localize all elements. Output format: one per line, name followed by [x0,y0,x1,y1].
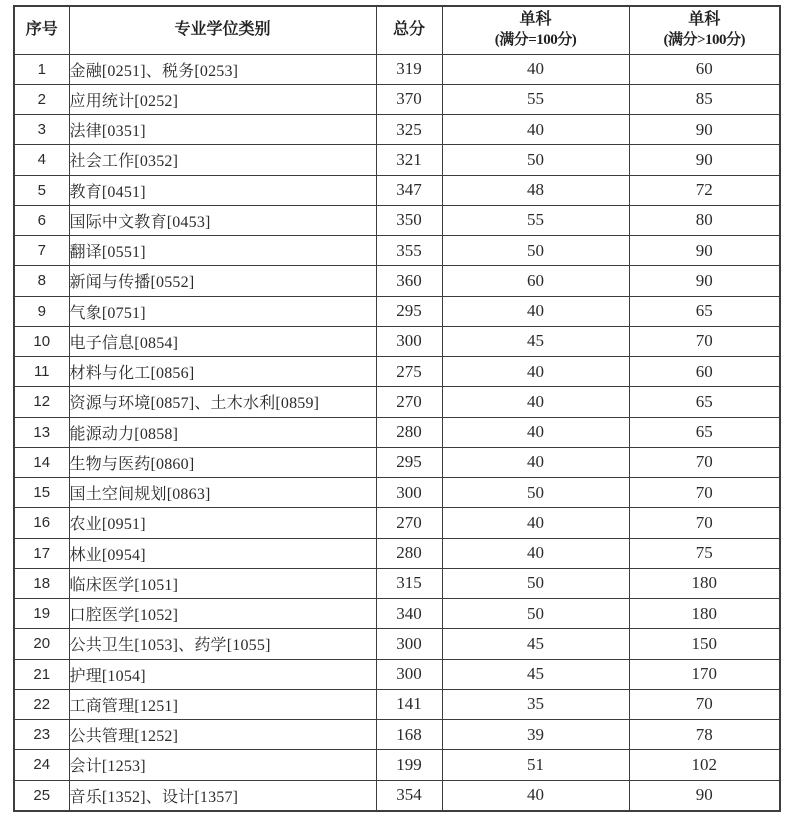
header-total-score: 总分 [376,6,442,54]
cell-total-score: 355 [376,236,442,266]
cell-single-subject-gt100: 65 [629,387,780,417]
cell-total-score: 354 [376,780,442,811]
table-row [14,720,780,750]
table-row [14,145,780,175]
cell-single-subject-eq100: 50 [442,236,629,266]
cell-single-subject-gt100: 78 [629,720,780,750]
cell-total-score: 370 [376,84,442,114]
table-row [14,236,780,266]
cell-seq: 2 [14,84,69,114]
cell-total-score: 319 [376,54,442,84]
table-header [14,6,780,54]
cell-single-subject-eq100: 45 [442,629,629,659]
table-row [14,417,780,447]
table-row [14,387,780,417]
cell-seq: 18 [14,568,69,598]
cell-seq: 14 [14,447,69,477]
cell-seq: 8 [14,266,69,296]
table-row [14,205,780,235]
cell-single-subject-eq100: 40 [442,508,629,538]
cell-total-score: 199 [376,750,442,780]
table-row [14,266,780,296]
cell-category: 临床医学[1051] [69,568,376,598]
cell-single-subject-gt100: 70 [629,478,780,508]
cell-single-subject-eq100: 51 [442,750,629,780]
cell-seq: 24 [14,750,69,780]
cell-seq: 22 [14,689,69,719]
cell-seq: 15 [14,478,69,508]
cell-single-subject-gt100: 80 [629,205,780,235]
cell-single-subject-gt100: 70 [629,326,780,356]
header-single-subject-eq100 [442,6,629,54]
cell-total-score: 347 [376,175,442,205]
cell-single-subject-eq100: 40 [442,115,629,145]
cell-single-subject-gt100: 90 [629,115,780,145]
cell-seq: 5 [14,175,69,205]
header-single-subject-gt100-title: 单科 [688,11,721,29]
cell-total-score: 350 [376,205,442,235]
cell-category: 公共管理[1252] [69,720,376,750]
table-row [14,54,780,84]
cell-category: 护理[1054] [69,659,376,689]
cell-total-score: 168 [376,720,442,750]
table-row [14,599,780,629]
table-row [14,659,780,689]
cell-category: 工商管理[1251] [69,689,376,719]
cell-seq: 13 [14,417,69,447]
table-row [14,447,780,477]
cell-seq: 11 [14,357,69,387]
cell-single-subject-gt100: 90 [629,145,780,175]
cell-single-subject-eq100: 50 [442,145,629,175]
cell-seq: 10 [14,326,69,356]
table-row [14,326,780,356]
cell-single-subject-eq100: 45 [442,659,629,689]
header-single-subject-gt100-subtitle: (满分>100分) [663,32,746,49]
cell-single-subject-eq100: 60 [442,266,629,296]
cell-total-score: 315 [376,568,442,598]
cell-seq: 21 [14,659,69,689]
cell-single-subject-eq100: 40 [442,417,629,447]
cell-single-subject-eq100: 50 [442,568,629,598]
cell-single-subject-gt100: 170 [629,659,780,689]
cell-total-score: 295 [376,447,442,477]
cell-single-subject-gt100: 150 [629,629,780,659]
cell-seq: 19 [14,599,69,629]
score-table [13,5,781,812]
cell-category: 国土空间规划[0863] [69,478,376,508]
table-row [14,629,780,659]
cell-total-score: 270 [376,387,442,417]
cell-total-score: 340 [376,599,442,629]
table-body [14,54,780,811]
cell-category: 材料与化工[0856] [69,357,376,387]
cell-single-subject-eq100: 40 [442,447,629,477]
table-row [14,296,780,326]
cell-single-subject-gt100: 90 [629,236,780,266]
cell-seq: 7 [14,236,69,266]
cell-category: 气象[0751] [69,296,376,326]
cell-single-subject-gt100: 72 [629,175,780,205]
cell-single-subject-gt100: 90 [629,780,780,811]
cell-single-subject-eq100: 45 [442,326,629,356]
cell-category: 资源与环境[0857]、土木水利[0859] [69,387,376,417]
table-row [14,508,780,538]
cell-single-subject-gt100: 70 [629,508,780,538]
cell-category: 教育[0451] [69,175,376,205]
cell-category: 公共卫生[1053]、药学[1055] [69,629,376,659]
cell-category: 金融[0251]、税务[0253] [69,54,376,84]
cell-single-subject-gt100: 60 [629,357,780,387]
cell-single-subject-eq100: 40 [442,54,629,84]
cell-single-subject-gt100: 180 [629,568,780,598]
cell-seq: 12 [14,387,69,417]
cell-category: 口腔医学[1052] [69,599,376,629]
cell-single-subject-eq100: 39 [442,720,629,750]
cell-single-subject-gt100: 85 [629,84,780,114]
cell-total-score: 300 [376,478,442,508]
cell-category: 会计[1253] [69,750,376,780]
cell-single-subject-gt100: 60 [629,54,780,84]
cell-single-subject-eq100: 50 [442,599,629,629]
cell-single-subject-gt100: 180 [629,599,780,629]
score-table-container [13,5,781,812]
cell-category: 法律[0351] [69,115,376,145]
cell-seq: 1 [14,54,69,84]
cell-total-score: 270 [376,508,442,538]
header-single-subject-eq100-subtitle: (满分=100分) [494,32,577,49]
cell-seq: 9 [14,296,69,326]
cell-total-score: 275 [376,357,442,387]
header-seq: 序号 [14,6,69,54]
cell-category: 能源动力[0858] [69,417,376,447]
table-row [14,780,780,811]
cell-category: 国际中文教育[0453] [69,205,376,235]
cell-total-score: 300 [376,629,442,659]
cell-seq: 16 [14,508,69,538]
table-row [14,568,780,598]
cell-category: 音乐[1352]、设计[1357] [69,780,376,811]
cell-single-subject-gt100: 70 [629,689,780,719]
cell-total-score: 295 [376,296,442,326]
cell-seq: 4 [14,145,69,175]
cell-single-subject-eq100: 40 [442,387,629,417]
cell-seq: 6 [14,205,69,235]
cell-total-score: 300 [376,659,442,689]
cell-seq: 23 [14,720,69,750]
cell-seq: 25 [14,780,69,811]
cell-single-subject-gt100: 70 [629,447,780,477]
table-row [14,478,780,508]
cell-category: 新闻与传播[0552] [69,266,376,296]
cell-category: 农业[0951] [69,508,376,538]
table-row [14,357,780,387]
cell-category: 翻译[0551] [69,236,376,266]
cell-single-subject-eq100: 40 [442,357,629,387]
cell-single-subject-gt100: 65 [629,417,780,447]
table-row [14,175,780,205]
cell-single-subject-gt100: 75 [629,538,780,568]
cell-single-subject-eq100: 40 [442,296,629,326]
table-row [14,538,780,568]
cell-total-score: 280 [376,417,442,447]
cell-single-subject-eq100: 48 [442,175,629,205]
cell-category: 社会工作[0352] [69,145,376,175]
cell-single-subject-eq100: 40 [442,538,629,568]
cell-single-subject-eq100: 50 [442,478,629,508]
table-row [14,115,780,145]
cell-category: 生物与医药[0860] [69,447,376,477]
cell-category: 电子信息[0854] [69,326,376,356]
cell-single-subject-gt100: 102 [629,750,780,780]
table-row [14,84,780,114]
table-row [14,750,780,780]
cell-total-score: 280 [376,538,442,568]
cell-single-subject-eq100: 55 [442,205,629,235]
cell-total-score: 300 [376,326,442,356]
cell-single-subject-gt100: 65 [629,296,780,326]
header-single-subject-gt100 [629,6,780,54]
cell-category: 应用统计[0252] [69,84,376,114]
cell-total-score: 321 [376,145,442,175]
cell-single-subject-eq100: 40 [442,780,629,811]
cell-single-subject-eq100: 35 [442,689,629,719]
header-single-subject-eq100-title: 单科 [519,11,552,29]
cell-total-score: 141 [376,689,442,719]
cell-single-subject-gt100: 90 [629,266,780,296]
cell-seq: 20 [14,629,69,659]
header-row [14,6,780,54]
cell-single-subject-eq100: 55 [442,84,629,114]
cell-total-score: 325 [376,115,442,145]
cell-seq: 17 [14,538,69,568]
cell-total-score: 360 [376,266,442,296]
cell-category: 林业[0954] [69,538,376,568]
table-row [14,689,780,719]
header-category: 专业学位类别 [69,6,376,54]
cell-seq: 3 [14,115,69,145]
